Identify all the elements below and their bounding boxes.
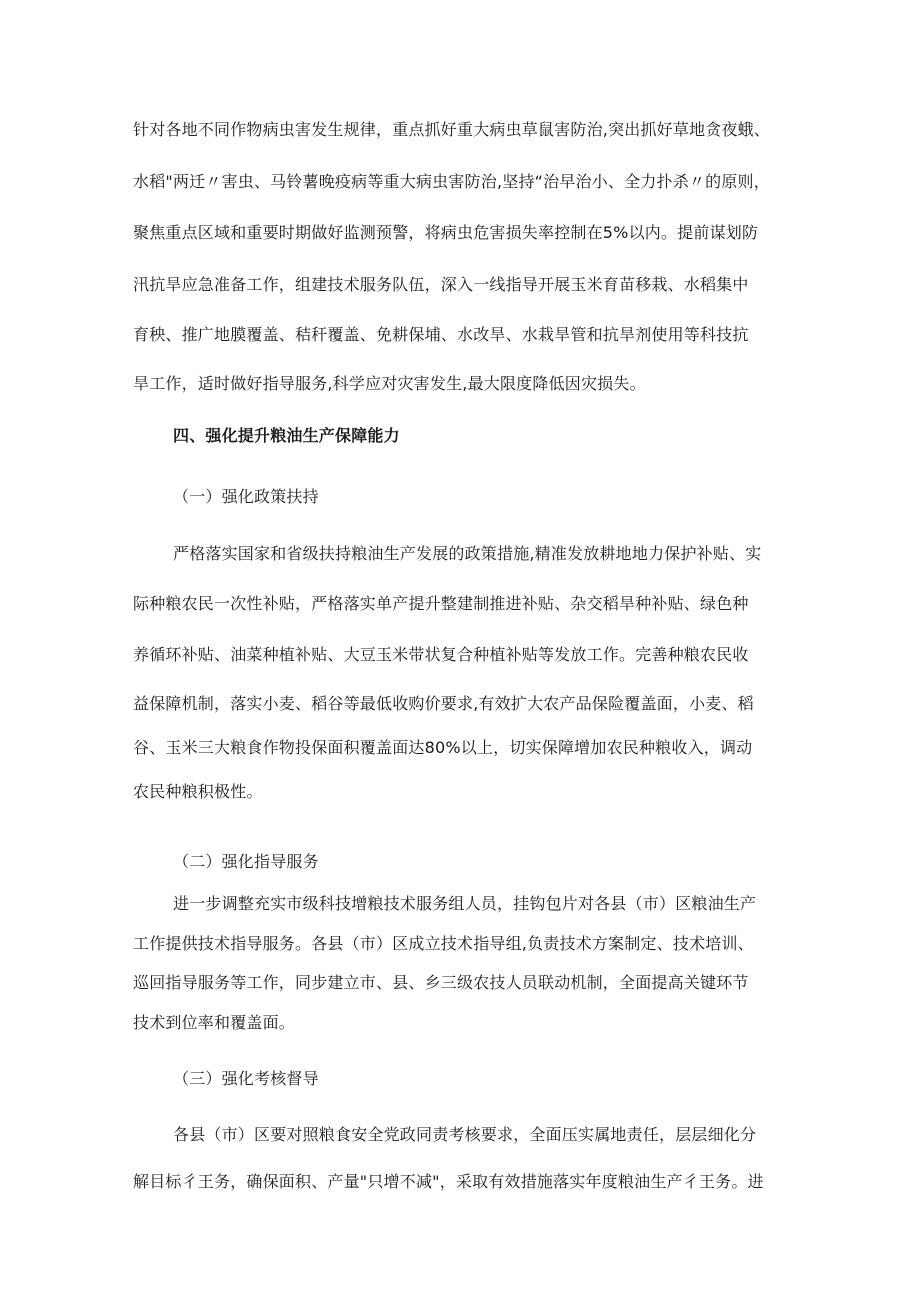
text-line: 农民种粮积极性。 bbox=[133, 782, 263, 801]
text-line: 严格落实国家和省级扶持粮油生产发展的政策措施,精准发放耕地地力保护补贴、实 bbox=[173, 544, 762, 563]
text-line: 工作提供技术指导服务。各县（市）区成立技术指导组,负责技术方案制定、技术培训、 bbox=[133, 934, 754, 953]
text-line: 各县（市）区要对照粮食安全党政同责考核要求，全面压实属地责任，层层细化分 bbox=[173, 1125, 757, 1144]
text-line: 育秧、推广地膜覆盖、秸秆覆盖、免耕保埔、水改旱、水栽旱管和抗旱剂使用等科技抗 bbox=[133, 325, 749, 344]
subsection-heading-guidance-service: （二）强化指导服务 bbox=[173, 852, 319, 871]
text-line: 技术到位率和覆盖面。 bbox=[133, 1013, 296, 1032]
text-line: 旱工作，适时做好指导服务,科学应对灾害发生,最大限度降低因灾损失。 bbox=[133, 374, 646, 393]
text-line: 水稻"两迁〃害虫、马铃薯晚疫病等重大病虫害防治,坚持“治早治小、全力扑杀〃的原则， bbox=[133, 172, 770, 191]
text-line: 际种粮农民一次性补贴，严格落实单产提升整建制推进补贴、杂交稻旱种补贴、绿色种 bbox=[133, 594, 749, 613]
text-line: 谷、玉米三大粮食作物投保面积覆盖面达80%以上，切实保障增加农民种粮收入，调动 bbox=[133, 738, 753, 757]
text-line: 针对各地不同作物病虫害发生规律，重点抓好重大病虫草鼠害防治,突出抓好草地贪夜蛾、 bbox=[133, 120, 771, 139]
text-line: 巡回指导服务等工作，同步建立市、县、乡三级农技人员联动机制，全面提高关键环节 bbox=[133, 973, 749, 992]
text-line: 汛抗旱应急准备工作，组建技术服务队伍，深入一线指导开展玉米育苗移栽、水稻集中 bbox=[133, 275, 749, 294]
text-line: 益保障机制，落实小麦、稻谷等最低收购价要求,有效扩大农产品保险覆盖面，小麦、稻 bbox=[133, 694, 754, 713]
text-line: 聚焦重点区域和重要时期做好监测预警，将病虫危害损失率控制在5%以内。提前谋划防 bbox=[133, 223, 759, 242]
text-line: 养循环补贴、油菜种植补贴、大豆玉米带状复合种植补贴等发放工作。完善种粮农民收 bbox=[133, 645, 749, 664]
subsection-heading-policy-support: （一）强化政策扶持 bbox=[173, 487, 319, 506]
text-line: 进一步调整充实市级科技增粮技术服务组人员，挂钩包片对各县（市）区粮油生产 bbox=[173, 894, 757, 913]
section-heading: 四、强化提升粮油生产保障能力 bbox=[173, 426, 400, 445]
subsection-heading-assessment-supervision: （三）强化考核督导 bbox=[173, 1069, 319, 1088]
text-line: 解目标彳王务，确保面积、产量"只增不减"，采取有效措施落实年度粮油生产彳王务。进 bbox=[133, 1172, 764, 1191]
